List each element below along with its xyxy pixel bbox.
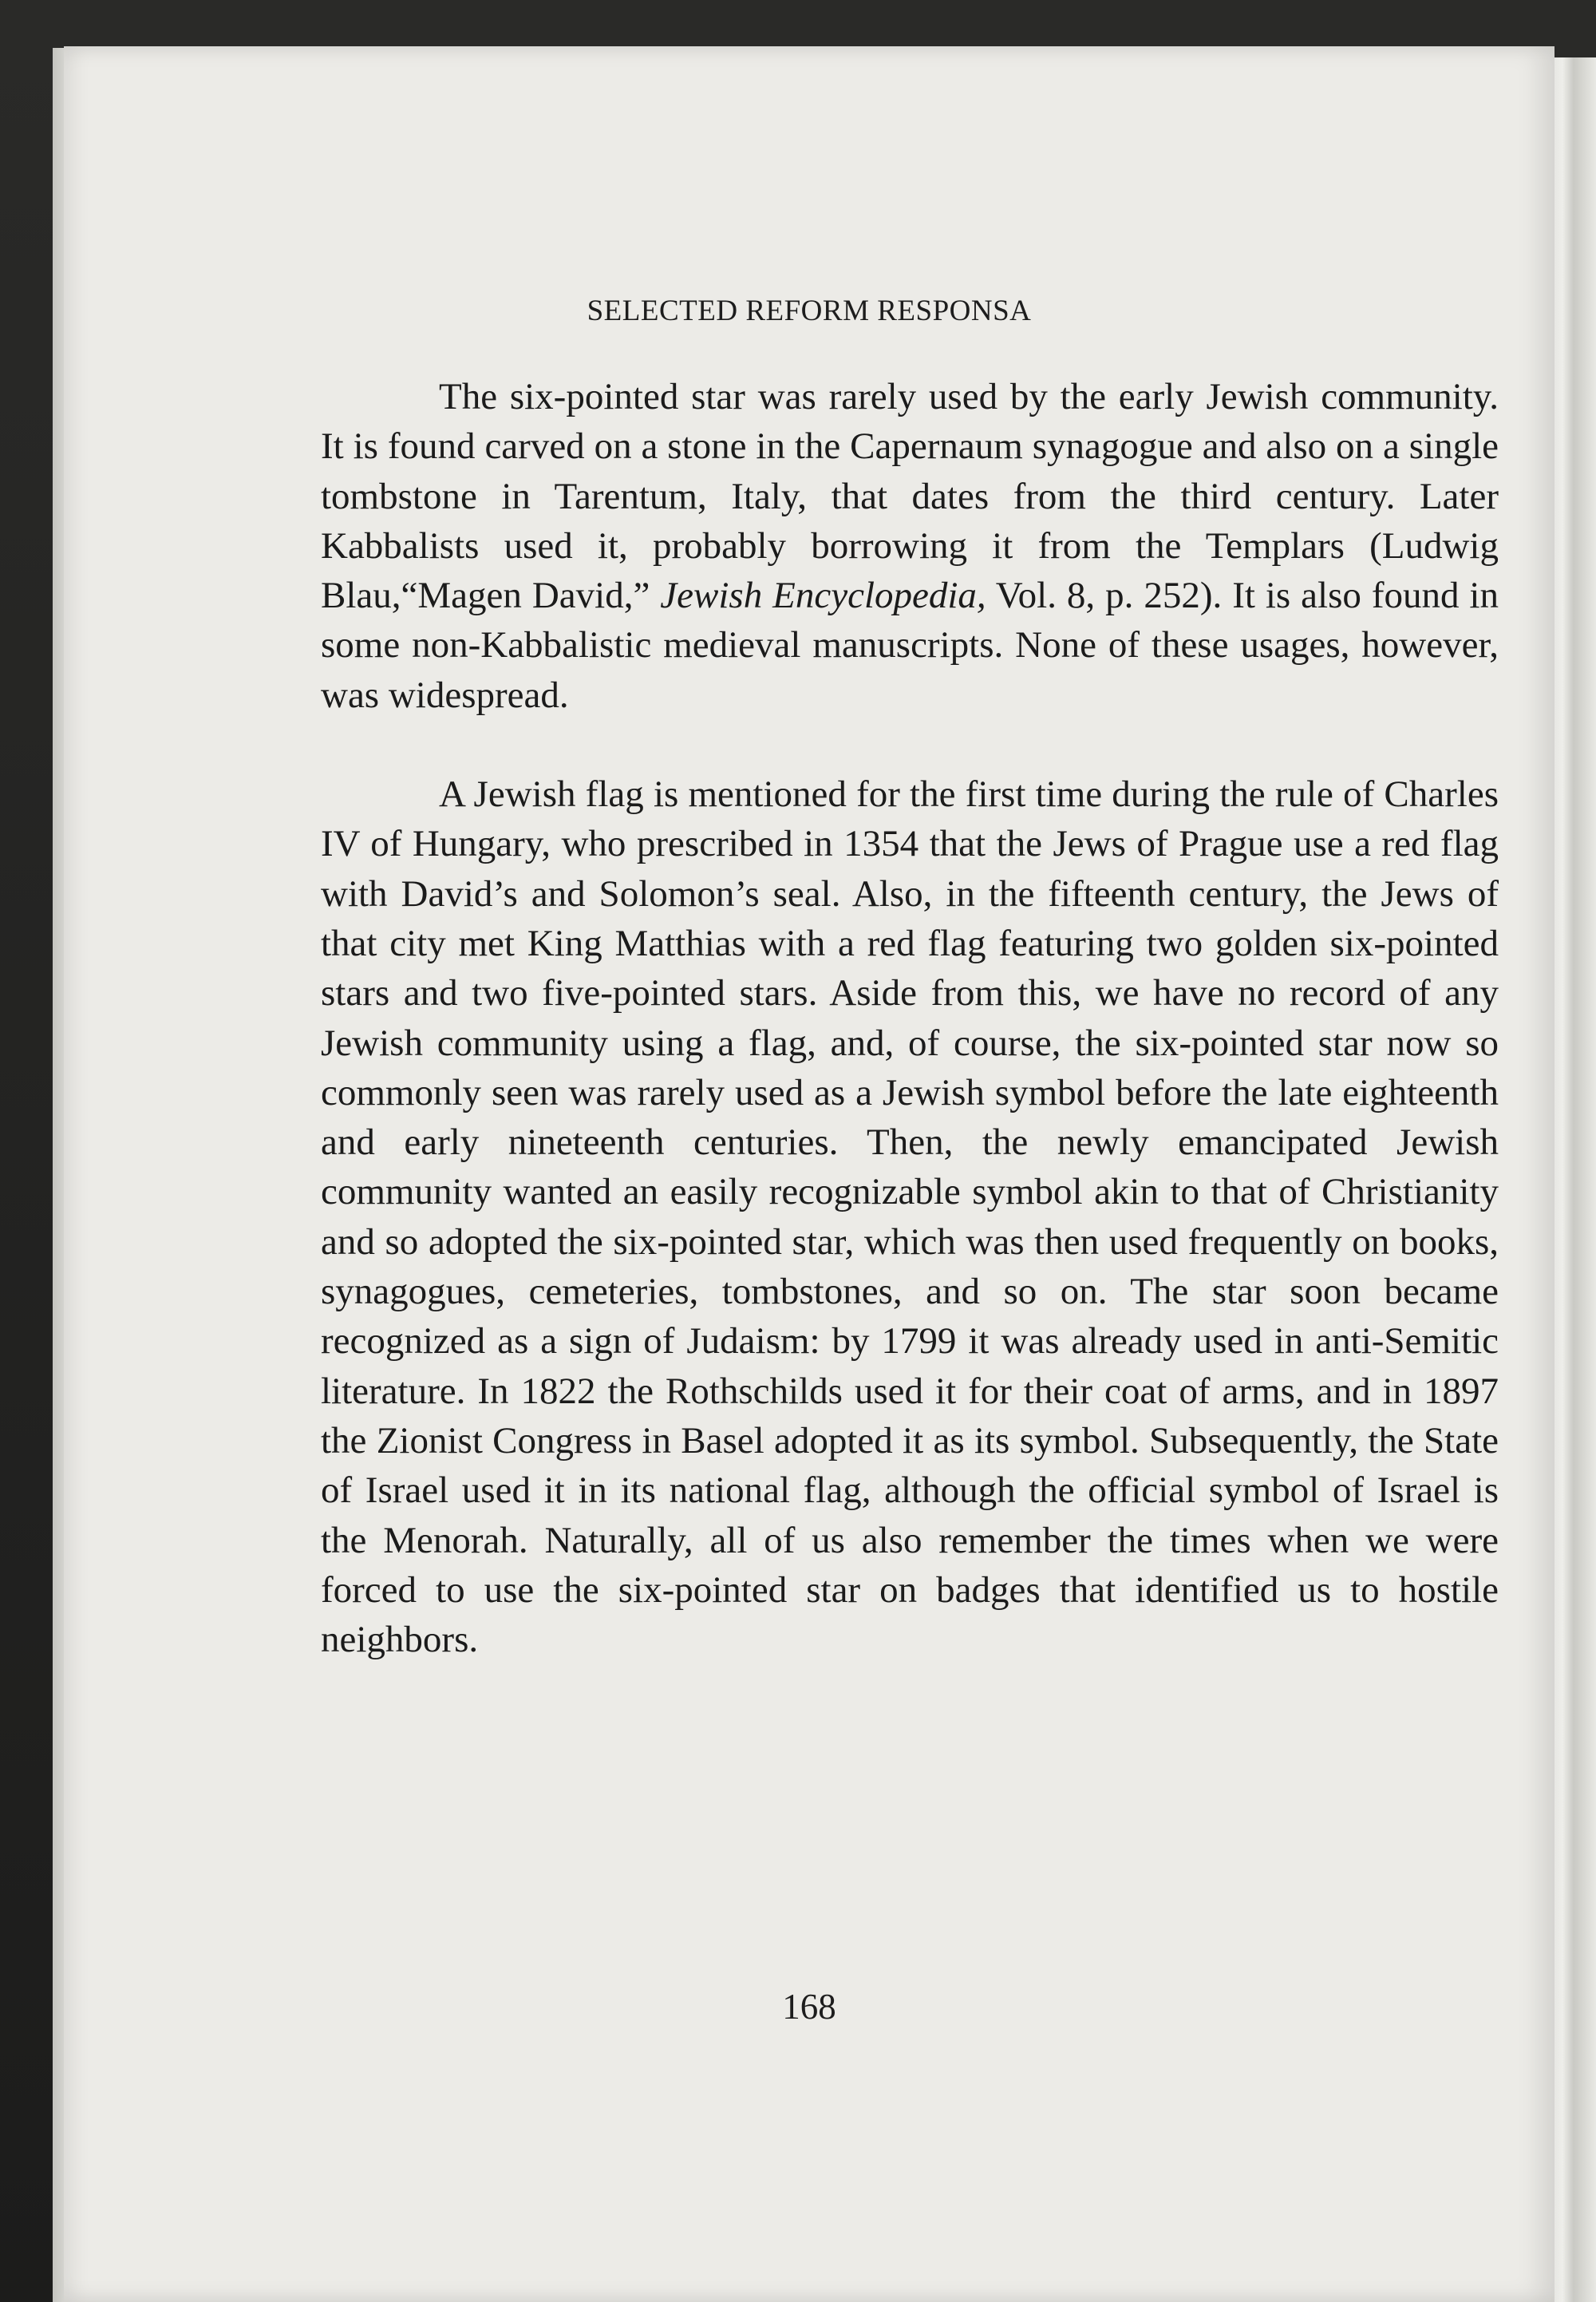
- paragraph-1: [321, 372, 1499, 720]
- page-number: 168: [782, 1987, 836, 2027]
- book-page: [64, 46, 1555, 2302]
- paragraph-1-text-b: Vol. 8, p. 252). It is also found in some non-Kabbalistic medieval manuscripts. None of these usages, however, was widespread.: [321, 575, 1499, 716]
- running-head: SELECTED REFORM RESPONSA: [587, 295, 1032, 327]
- paragraph-1-text-a: The six-pointed star was rarely used by the early Jewish community. It is found carved on a stone in the Capernaum synagogue and also on a single tombstone in Tarentum, Italy, that dates from the third century. Later Kabbalists used it, probably borrowing it from the Templars (Ludwig Blau,“Magen David,”: [321, 376, 1499, 617]
- body-text: [321, 372, 1499, 1664]
- paragraph-2: A Jewish flag is mentioned for the first time during the rule of Charles IV of Hungary, who prescribed in 1354 that the Jews of Prague use a red flag with David’s and Solomon’s seal. Also, in the fifteenth century, the Jews of that city met King Matthias with a red flag featuring two golden six-pointed stars and two five-pointed stars. Aside from this, we have no record of any Jewish community using a flag, and, of course, the six-pointed star now so commonly seen was rarely used as a Jewish symbol before the late eighteenth and early nineteenth centuries. Then, the newly emancipated Jewish community wanted an easily recognizable symbol akin to that of Christianity and so adopted the six-pointed star, which was then used frequently on books, synagogues, cemeteries, tombstones, and so on. The star soon became recognized as a sign of Judaism: by 1799 it was already used in anti-Semitic literature. In 1822 the Rothschilds used it for their coat of arms, and in 1897 the Zionist Congress in Basel adopted it as its symbol. Subsequently, the State of Israel used it in its national flag, although the official symbol of Israel is the Menorah. Naturally, all of us also remember the times when we were forced to use the six-pointed star on badges that identified us to hostile neighbors.: [321, 773, 1499, 1661]
- paragraph-1-citation-title: Jewish Encyclopedia,: [660, 575, 986, 617]
